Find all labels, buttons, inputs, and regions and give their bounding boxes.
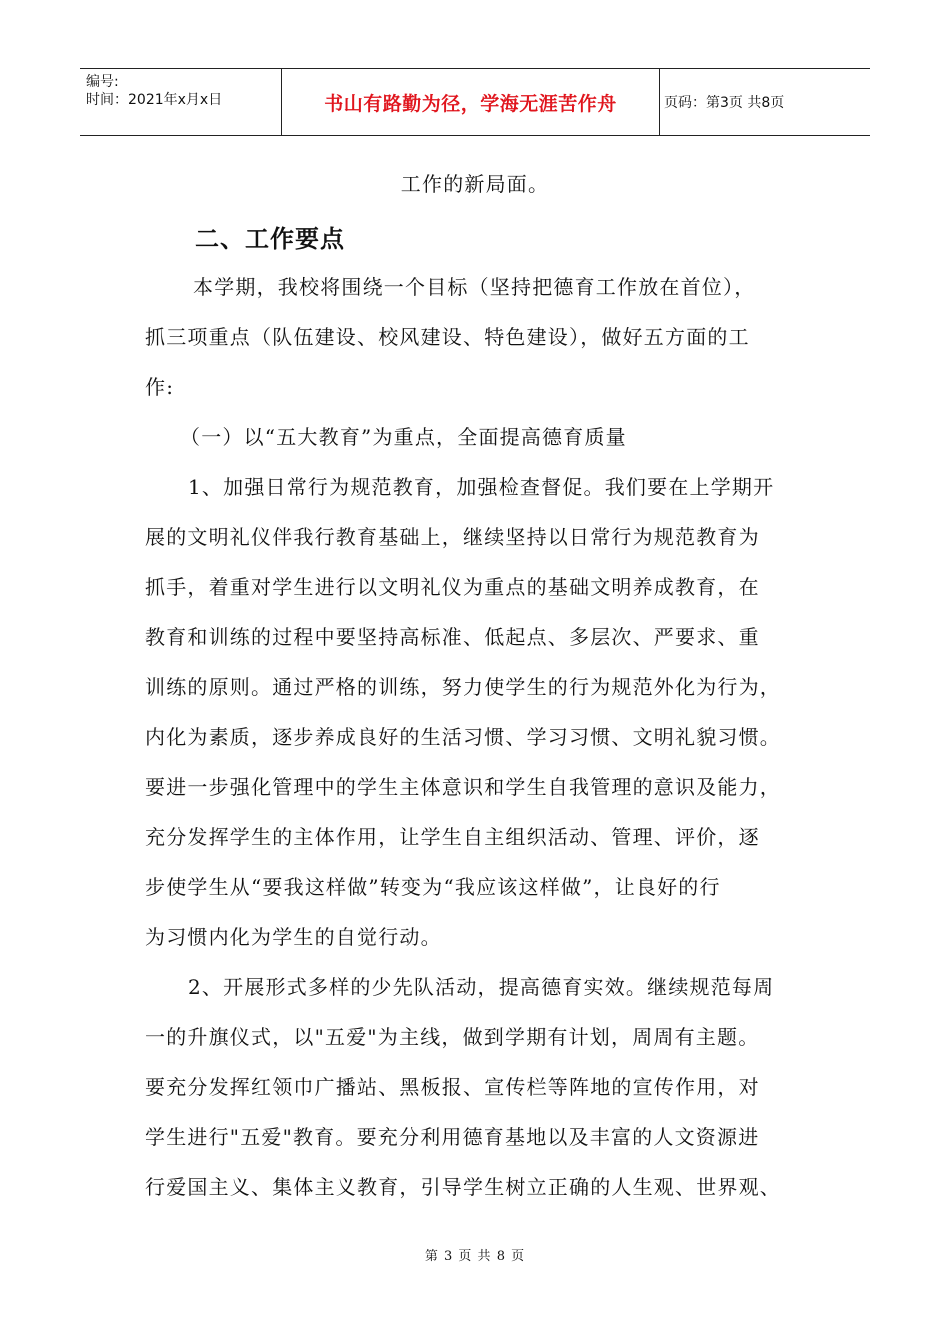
time-label: 时间：2021年x月x日: [86, 92, 223, 108]
paragraph-line: 充分发挥学生的主体作用，让学生自主组织活动、管理、评价，逐: [145, 825, 760, 849]
header-meta-cell: [80, 69, 282, 135]
page-footer: 第 3 页 共 8 页: [424, 1249, 526, 1264]
paragraph-line: 步使学生从“要我这样做”转变为“我应该这样做”，让良好的行: [145, 875, 721, 899]
paragraph-line: 抓三项重点（队伍建设、校风建设、特色建设），做好五方面的工: [145, 325, 750, 349]
page-info: 页码：第3页 共8页: [664, 95, 785, 111]
paragraph-line: 一的升旗仪式，以"五爱"为主线，做到学期有计划，周周有主题。: [145, 1025, 760, 1049]
paragraph-line: 训练的原则。通过严格的训练，努力使学生的行为规范外化为行为，: [145, 675, 781, 699]
paragraph-line: 抓手，着重对学生进行以文明礼仪为重点的基础文明养成教育，在: [145, 575, 760, 599]
paragraph-line: 学生进行"五爱"教育。要充分利用德育基地以及丰富的人文资源进: [145, 1125, 760, 1149]
number-label: 编号:: [86, 74, 119, 90]
paragraph-line: 2、开展形式多样的少先队活动，提高德育实效。继续规范每周: [188, 975, 775, 999]
paragraph-line: 作:: [145, 375, 175, 399]
header-motto-cell: [282, 69, 660, 135]
document-header: [80, 68, 870, 136]
paragraph-line: 本学期，我校将围绕一个目标（坚持把德育工作放在首位），: [193, 275, 756, 299]
subsection-heading: （一）以“五大教育”为重点，全面提高德育质量: [180, 425, 627, 449]
header-page-cell: [660, 69, 870, 135]
motto-text: 书山有路勤为径，学海无涯苦作舟: [324, 92, 617, 115]
paragraph-line: 1、加强日常行为规范教育，加强检查督促。我们要在上学期开: [188, 475, 775, 499]
paragraph-line: 要进一步强化管理中的学生主体意识和学生自我管理的意识及能力，: [145, 775, 781, 799]
paragraph-line: 行爱国主义、集体主义教育，引导学生树立正确的人生观、世界观、: [145, 1175, 781, 1199]
paragraph-continuation: 工作的新局面。: [400, 172, 550, 196]
paragraph-line: 展的文明礼仪伴我行教育基础上，继续坚持以日常行为规范教育为: [145, 525, 760, 549]
paragraph-line: 为习惯内化为学生的自觉行动。: [145, 925, 442, 949]
paragraph-line: 教育和训练的过程中要坚持高标准、低起点、多层次、严要求、重: [145, 625, 760, 649]
paragraph-line: 内化为素质，逐步养成良好的生活习惯、学习习惯、文明礼貌习惯。: [145, 725, 781, 749]
section-heading: 二、工作要点: [195, 225, 345, 253]
paragraph-line: 要充分发挥红领巾广播站、黑板报、宣传栏等阵地的宣传作用，对: [145, 1075, 760, 1099]
